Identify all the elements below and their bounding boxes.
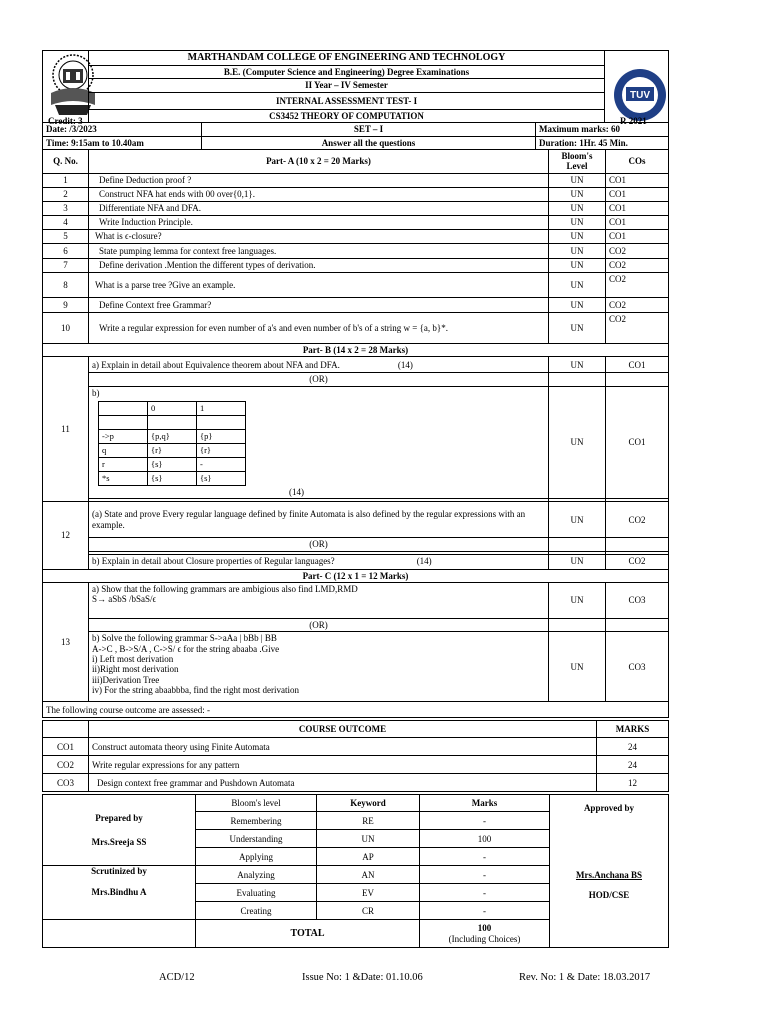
question-grammar: S→ aSbS /bSaS/ϵ: [92, 594, 157, 605]
transition-cell: *s: [99, 471, 148, 485]
question-level: UN: [549, 173, 606, 187]
footer-issue: Issue No: 1 &Date: 01.10.06: [302, 972, 423, 983]
transition-cell: r: [99, 457, 148, 471]
exam-date: Date: /3/2023: [43, 123, 202, 136]
question-line: i) Left most derivation: [92, 653, 174, 664]
transition-cell: -: [197, 457, 246, 471]
blooms-level: Applying: [196, 848, 317, 866]
blooms-marks: -: [420, 848, 550, 866]
question-label: b): [92, 387, 100, 398]
approved-name: Mrs.Anchana BS: [575, 869, 642, 880]
prepared-name: Mrs.Sreeja SS: [91, 837, 147, 848]
course-title: CS3452 THEORY OF COMPUTATION: [89, 109, 605, 122]
question-text: Define Deduction proof ?: [89, 173, 549, 187]
blooms-header: Keyword: [317, 795, 420, 812]
course-outcome-table: [42, 720, 669, 792]
qno: 3: [43, 201, 89, 215]
question-text: Differentiate NFA and DFA.: [89, 201, 549, 215]
blooms-keyword: AN: [317, 866, 420, 884]
blooms-keyword: RE: [317, 812, 420, 830]
co-code: CO2: [43, 756, 89, 774]
question-text: What is a parse tree ?Give an example.: [89, 272, 549, 297]
transition-cell: {p}: [197, 429, 246, 443]
scrutinized-name: Mrs.Bindhu A: [91, 886, 147, 897]
qno: 7: [43, 258, 89, 272]
total-label: TOTAL: [196, 920, 420, 948]
credit-label: Credit: 3: [48, 116, 83, 126]
question-co: CO3: [606, 632, 669, 702]
question-text: (a) State and prove Every regular language defined by finite Automata is also defined by the regular expressions with an example.: [89, 502, 549, 538]
year-semester: II Year – IV Semester: [89, 78, 605, 92]
footer-doc-code: ACD/12: [159, 972, 195, 983]
blooms-header: Marks: [420, 795, 550, 812]
question-line: b) Solve the following grammar S->aAa | bBb | BB: [92, 633, 277, 644]
tuv-logo-text: TUV: [630, 90, 650, 101]
test-title: INTERNAL ASSESSMENT TEST- I: [89, 92, 605, 109]
approved-label: Approved by: [583, 803, 635, 814]
question-co: CO2: [606, 502, 669, 538]
regulation-label: R 2021: [620, 116, 647, 126]
blooms-marks: -: [420, 902, 550, 920]
blooms-keyword: UN: [317, 830, 420, 848]
co-code: CO1: [43, 738, 89, 756]
blooms-marks: -: [420, 866, 550, 884]
footer-revision: Rev. No: 1 & Date: 18.03.2017: [519, 972, 651, 983]
col-blooms: Bloom's Level: [549, 149, 606, 173]
blooms-marks: -: [420, 884, 550, 902]
question-level: UN: [549, 215, 606, 229]
col-cos: COs: [606, 149, 669, 173]
total-marks: 100: [477, 923, 492, 934]
question-level: UN: [549, 554, 606, 569]
blooms-level: Remembering: [196, 812, 317, 830]
qno: 10: [43, 312, 89, 343]
question-co: CO1: [606, 187, 669, 201]
question-level: UN: [549, 502, 606, 538]
part-c-title: Part- C (12 x 1 = 12 Marks): [43, 569, 669, 582]
question-marks: (14): [416, 556, 432, 567]
question-co: CO3: [606, 582, 669, 618]
question-level: UN: [549, 312, 606, 343]
or-separator: (OR): [89, 373, 549, 386]
qno: 9: [43, 297, 89, 312]
co-marks: 24: [597, 738, 669, 756]
college-name: MARTHANDAM COLLEGE OF ENGINEERING AND TECHNOLOGY: [89, 51, 605, 66]
co-description: Construct automata theory using Finite Automata: [89, 738, 597, 756]
approved-role: HOD/CSE: [588, 889, 630, 900]
transition-cell: {r}: [197, 443, 246, 457]
question-text: a) Show that the following grammars are ambigious also find LMD,RMD: [92, 583, 358, 594]
blooms-marks: 100: [420, 830, 550, 848]
question-text: Define Context free Grammar?: [89, 297, 549, 312]
transition-cell: q: [99, 443, 148, 457]
exam-time: Time: 9:15am to 10.40am: [43, 136, 202, 149]
question-co: CO1: [606, 215, 669, 229]
question-text: What is ϵ-closure?: [89, 229, 549, 243]
exam-set: SET – I: [202, 123, 536, 136]
transition-cell: {s}: [148, 471, 197, 485]
blooms-table: [42, 794, 669, 948]
question-co: CO2: [606, 312, 669, 343]
blooms-keyword: EV: [317, 884, 420, 902]
exam-instruction: Answer all the questions: [202, 136, 536, 149]
question-level: UN: [549, 187, 606, 201]
qno: 8: [43, 272, 89, 297]
qno: 13: [43, 582, 89, 701]
question-co: CO2: [606, 243, 669, 258]
question-marks: (14): [289, 486, 304, 497]
blooms-keyword: CR: [317, 902, 420, 920]
question-line: iv) For the string abaabbba, find the right most derivation: [92, 685, 299, 695]
question-level: UN: [549, 272, 606, 297]
qno: 6: [43, 243, 89, 258]
question-text: State pumping lemma for context free languages.: [89, 243, 549, 258]
question-level: UN: [549, 386, 606, 499]
question-level: UN: [549, 357, 606, 373]
question-co: CO1: [606, 173, 669, 187]
co-description: Write regular expressions for any pattern: [89, 756, 597, 774]
question-text: Construct NFA hat ends with 00 over{0,1}.: [89, 187, 549, 201]
co-description: Design context free grammar and Pushdown Automata: [89, 774, 597, 792]
exam-duration: Duration: 1Hr. 45 Min.: [536, 136, 669, 149]
question-co: CO2: [606, 554, 669, 569]
qno: 4: [43, 215, 89, 229]
blooms-keyword: AP: [317, 848, 420, 866]
qno: 2: [43, 187, 89, 201]
question-line: A->C , B->S/A , C->S/ ϵ for the string abaaba .Give: [92, 643, 280, 654]
question-paper: [42, 50, 668, 948]
header-table: [42, 50, 669, 150]
transition-cell: {s}: [197, 471, 246, 485]
qno: 5: [43, 229, 89, 243]
transition-header: 0: [148, 401, 197, 415]
co-marks: 24: [597, 756, 669, 774]
co-code: CO3: [43, 774, 89, 792]
part-a-title: Part- A (10 x 2 = 20 Marks): [89, 149, 549, 173]
transition-cell: {r}: [148, 443, 197, 457]
course-outcome-title: COURSE OUTCOME: [89, 721, 597, 738]
question-level: UN: [549, 229, 606, 243]
question-level: UN: [549, 297, 606, 312]
question-text: Write Induction Principle.: [89, 215, 549, 229]
transition-cell: ->p: [99, 429, 148, 443]
question-co: CO2: [606, 272, 669, 297]
question-text: a) Explain in detail about Equivalence theorem about NFA and DFA.: [92, 359, 340, 370]
or-separator: (OR): [89, 538, 549, 551]
prepared-label: Prepared by: [95, 812, 143, 823]
question-text: Define derivation .Mention the different types of derivation.: [89, 258, 549, 272]
qno: 12: [43, 502, 89, 569]
transition-cell: {s}: [148, 457, 197, 471]
question-marks: (14): [397, 359, 413, 370]
degree-title: B.E. (Computer Science and Engineering) Degree Examinations: [89, 65, 605, 78]
blooms-level: Understanding: [196, 830, 317, 848]
total-note: (Including Choices): [448, 933, 521, 944]
blooms-header: Bloom's level: [196, 795, 317, 812]
question-level: UN: [549, 258, 606, 272]
question-level: UN: [549, 582, 606, 618]
or-separator: (OR): [89, 618, 549, 631]
qno: 11: [43, 357, 89, 502]
transition-table: [98, 401, 246, 486]
max-marks: Maximum marks: 60: [536, 123, 669, 136]
assessed-note: The following course outcome are assessed: -: [43, 702, 669, 718]
blooms-level: Creating: [196, 902, 317, 920]
scrutinized-label: Scrutinized by: [91, 866, 147, 877]
questions-table: [42, 149, 669, 718]
marks-title: MARKS: [597, 721, 669, 738]
transition-header: [99, 401, 148, 415]
question-text: Write a regular expression for even number of a's and even number of b's of a string w = {a, b}*.: [89, 312, 549, 343]
question-co: CO2: [606, 258, 669, 272]
question-text: b) Explain in detail about Closure properties of Regular languages?: [92, 556, 335, 567]
question-line: iii)Derivation Tree: [92, 674, 160, 685]
question-level: UN: [549, 632, 606, 702]
question-level: UN: [549, 243, 606, 258]
transition-cell: {p,q}: [148, 429, 197, 443]
question-co: CO1: [606, 201, 669, 215]
question-co: CO1: [606, 357, 669, 373]
question-line: ii)Right most derivation: [92, 664, 179, 675]
transition-header: 1: [197, 401, 246, 415]
co-marks: 12: [597, 774, 669, 792]
col-qno: Q. No.: [43, 149, 89, 173]
question-co: CO1: [606, 229, 669, 243]
blooms-level: Evaluating: [196, 884, 317, 902]
blooms-level: Analyzing: [196, 866, 317, 884]
part-b-title: Part- B (14 x 2 = 28 Marks): [43, 343, 669, 356]
question-co: CO2: [606, 297, 669, 312]
blooms-marks: -: [420, 812, 550, 830]
question-level: UN: [549, 201, 606, 215]
qno: 1: [43, 173, 89, 187]
question-co: CO1: [606, 386, 669, 499]
